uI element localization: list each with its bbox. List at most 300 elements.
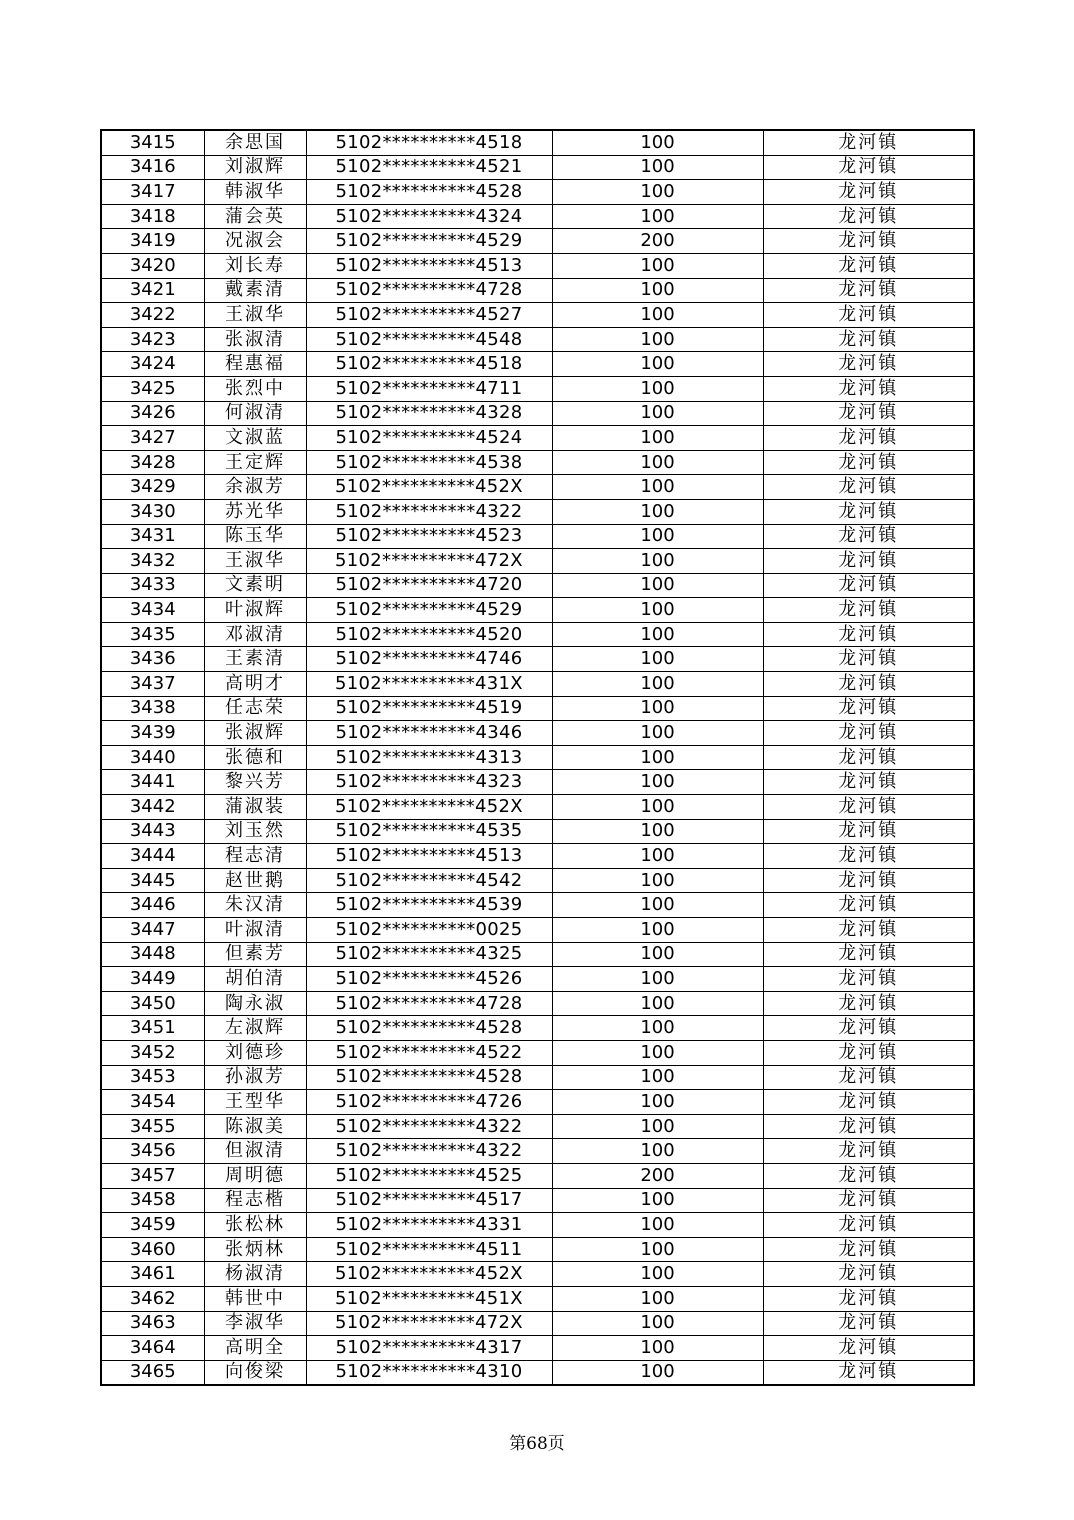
amount-cell: 100 [552,1016,763,1041]
name-cell: 程惠福 [204,352,306,377]
town-cell: 龙河镇 [763,721,974,746]
table-row [101,352,974,377]
town-cell: 龙河镇 [763,745,974,770]
row-number-cell: 3424 [101,352,204,377]
name-cell: 张淑辉 [204,721,306,746]
table-row [101,819,974,844]
row-number-cell: 3446 [101,893,204,918]
name-cell: 文淑蓝 [204,426,306,451]
table-row [101,844,974,869]
table-row [101,1065,974,1090]
id-number-cell: 5102**********4548 [306,327,552,352]
name-cell: 朱汉清 [204,893,306,918]
id-number-cell: 5102**********4539 [306,893,552,918]
town-cell: 龙河镇 [763,1114,974,1139]
amount-cell: 200 [552,1163,763,1188]
name-cell: 张烈中 [204,376,306,401]
row-number-cell: 3426 [101,401,204,426]
row-number-cell: 3417 [101,180,204,205]
amount-cell: 100 [552,893,763,918]
table-row [101,524,974,549]
amount-cell: 100 [552,1286,763,1311]
amount-cell: 100 [552,253,763,278]
row-number-cell: 3452 [101,1040,204,1065]
amount-cell: 100 [552,573,763,598]
id-number-cell: 5102**********4529 [306,229,552,254]
name-cell: 况淑会 [204,229,306,254]
name-cell: 蒲淑装 [204,795,306,820]
town-cell: 龙河镇 [763,450,974,475]
row-number-cell: 3433 [101,573,204,598]
amount-cell: 100 [552,770,763,795]
page-number: 第68页 [509,1434,565,1454]
amount-cell: 100 [552,524,763,549]
id-number-cell: 5102**********4511 [306,1237,552,1262]
name-cell: 余淑芳 [204,475,306,500]
name-cell: 程志清 [204,844,306,869]
id-number-cell: 5102**********4513 [306,844,552,869]
name-cell: 张炳林 [204,1237,306,1262]
name-cell: 但素芳 [204,942,306,967]
name-cell: 孙淑芳 [204,1065,306,1090]
town-cell: 龙河镇 [763,549,974,574]
amount-cell: 100 [552,1336,763,1361]
name-cell: 高明全 [204,1336,306,1361]
id-number-cell: 5102**********4535 [306,819,552,844]
town-cell: 龙河镇 [763,622,974,647]
town-cell: 龙河镇 [763,1262,974,1287]
table-row [101,893,974,918]
table-row [101,1237,974,1262]
id-number-cell: 5102**********4324 [306,204,552,229]
town-cell: 龙河镇 [763,229,974,254]
table-row [101,1163,974,1188]
name-cell: 王型华 [204,1090,306,1115]
id-number-cell: 5102**********4528 [306,180,552,205]
amount-cell: 100 [552,1188,763,1213]
town-cell: 龙河镇 [763,303,974,328]
row-number-cell: 3453 [101,1065,204,1090]
amount-cell: 100 [552,1311,763,1336]
id-number-cell: 5102**********4519 [306,696,552,721]
name-cell: 王淑华 [204,303,306,328]
row-number-cell: 3456 [101,1139,204,1164]
town-cell: 龙河镇 [763,401,974,426]
amount-cell: 100 [552,745,763,770]
amount-cell: 100 [552,1262,763,1287]
table-row [101,1040,974,1065]
name-cell: 王定辉 [204,450,306,475]
row-number-cell: 3434 [101,598,204,623]
town-cell: 龙河镇 [763,918,974,943]
name-cell: 韩淑华 [204,180,306,205]
town-cell: 龙河镇 [763,1360,974,1385]
id-number-cell: 5102**********4525 [306,1163,552,1188]
row-number-cell: 3445 [101,868,204,893]
row-number-cell: 3462 [101,1286,204,1311]
amount-cell: 100 [552,376,763,401]
town-cell: 龙河镇 [763,327,974,352]
name-cell: 高明才 [204,672,306,697]
town-cell: 龙河镇 [763,647,974,672]
town-cell: 龙河镇 [763,844,974,869]
town-cell: 龙河镇 [763,1213,974,1238]
id-number-cell: 5102**********4529 [306,598,552,623]
table-row [101,622,974,647]
id-number-cell: 5102**********472X [306,549,552,574]
table-row [101,647,974,672]
id-number-cell: 5102**********452X [306,795,552,820]
name-cell: 任志荣 [204,696,306,721]
name-cell: 赵世鹅 [204,868,306,893]
town-cell: 龙河镇 [763,204,974,229]
row-number-cell: 3441 [101,770,204,795]
town-cell: 龙河镇 [763,1040,974,1065]
amount-cell: 100 [552,598,763,623]
amount-cell: 100 [552,426,763,451]
id-number-cell: 5102**********431X [306,672,552,697]
row-number-cell: 3422 [101,303,204,328]
row-number-cell: 3439 [101,721,204,746]
row-number-cell: 3429 [101,475,204,500]
row-number-cell: 3415 [101,130,204,155]
id-number-cell: 5102**********4323 [306,770,552,795]
town-cell: 龙河镇 [763,253,974,278]
row-number-cell: 3454 [101,1090,204,1115]
row-number-cell: 3458 [101,1188,204,1213]
table-row [101,1090,974,1115]
name-cell: 余思国 [204,130,306,155]
amount-cell: 100 [552,622,763,647]
row-number-cell: 3428 [101,450,204,475]
id-number-cell: 5102**********4317 [306,1336,552,1361]
row-number-cell: 3461 [101,1262,204,1287]
id-number-cell: 5102**********4528 [306,1016,552,1041]
name-cell: 苏光华 [204,499,306,524]
amount-cell: 100 [552,795,763,820]
amount-cell: 100 [552,868,763,893]
row-number-cell: 3440 [101,745,204,770]
id-number-cell: 5102**********4518 [306,130,552,155]
amount-cell: 100 [552,696,763,721]
id-number-cell: 5102**********4322 [306,1139,552,1164]
name-cell: 但淑清 [204,1139,306,1164]
table-row [101,598,974,623]
amount-cell: 100 [552,278,763,303]
table-row [101,573,974,598]
amount-cell: 100 [552,1237,763,1262]
town-cell: 龙河镇 [763,868,974,893]
row-number-cell: 3425 [101,376,204,401]
row-number-cell: 3431 [101,524,204,549]
id-number-cell: 5102**********4328 [306,401,552,426]
row-number-cell: 3465 [101,1360,204,1385]
name-cell: 叶淑清 [204,918,306,943]
row-number-cell: 3447 [101,918,204,943]
town-cell: 龙河镇 [763,1311,974,1336]
amount-cell: 100 [552,130,763,155]
amount-cell: 100 [552,1114,763,1139]
town-cell: 龙河镇 [763,180,974,205]
amount-cell: 100 [552,1139,763,1164]
name-cell: 李淑华 [204,1311,306,1336]
amount-cell: 100 [552,303,763,328]
row-number-cell: 3432 [101,549,204,574]
table-row [101,401,974,426]
town-cell: 龙河镇 [763,352,974,377]
amount-cell: 100 [552,180,763,205]
id-number-cell: 5102**********4325 [306,942,552,967]
name-cell: 文素明 [204,573,306,598]
table-row [101,1360,974,1385]
row-number-cell: 3418 [101,204,204,229]
id-number-cell: 5102**********4346 [306,721,552,746]
id-number-cell: 5102**********4322 [306,1114,552,1139]
amount-cell: 100 [552,204,763,229]
town-cell: 龙河镇 [763,893,974,918]
town-cell: 龙河镇 [763,1336,974,1361]
table-row [101,696,974,721]
town-cell: 龙河镇 [763,942,974,967]
table-row [101,1262,974,1287]
town-cell: 龙河镇 [763,672,974,697]
name-cell: 向俊梁 [204,1360,306,1385]
row-number-cell: 3427 [101,426,204,451]
table-row [101,942,974,967]
row-number-cell: 3421 [101,278,204,303]
amount-cell: 100 [552,721,763,746]
town-cell: 龙河镇 [763,1016,974,1041]
table-row [101,1213,974,1238]
id-number-cell: 5102**********4322 [306,499,552,524]
town-cell: 龙河镇 [763,278,974,303]
row-number-cell: 3455 [101,1114,204,1139]
table-row [101,1139,974,1164]
id-number-cell: 5102**********4517 [306,1188,552,1213]
town-cell: 龙河镇 [763,573,974,598]
amount-cell: 100 [552,1090,763,1115]
amount-cell: 100 [552,155,763,180]
row-number-cell: 3416 [101,155,204,180]
row-number-cell: 3436 [101,647,204,672]
name-cell: 张松林 [204,1213,306,1238]
id-number-cell: 5102**********4728 [306,278,552,303]
town-cell: 龙河镇 [763,598,974,623]
table-row [101,745,974,770]
row-number-cell: 3460 [101,1237,204,1262]
name-cell: 杨淑清 [204,1262,306,1287]
id-number-cell: 5102**********4528 [306,1065,552,1090]
roster-table-body [101,130,974,1385]
table-row [101,130,974,155]
id-number-cell: 5102**********4518 [306,352,552,377]
amount-cell: 100 [552,499,763,524]
table-row [101,253,974,278]
id-number-cell: 5102**********4521 [306,155,552,180]
town-cell: 龙河镇 [763,376,974,401]
town-cell: 龙河镇 [763,991,974,1016]
row-number-cell: 3463 [101,1311,204,1336]
table-row [101,868,974,893]
table-row [101,426,974,451]
table-row [101,450,974,475]
id-number-cell: 5102**********4513 [306,253,552,278]
name-cell: 刘玉然 [204,819,306,844]
table-row [101,672,974,697]
table-row [101,795,974,820]
table-row [101,1286,974,1311]
id-number-cell: 5102**********4720 [306,573,552,598]
name-cell: 刘德珍 [204,1040,306,1065]
name-cell: 胡伯清 [204,967,306,992]
town-cell: 龙河镇 [763,1065,974,1090]
id-number-cell: 5102**********4527 [306,303,552,328]
id-number-cell: 5102**********452X [306,1262,552,1287]
amount-cell: 100 [552,1065,763,1090]
id-number-cell: 5102**********4524 [306,426,552,451]
roster-table [100,129,975,1386]
table-row [101,499,974,524]
id-number-cell: 5102**********4726 [306,1090,552,1115]
amount-cell: 100 [552,918,763,943]
name-cell: 刘长寿 [204,253,306,278]
id-number-cell: 5102**********4522 [306,1040,552,1065]
table-row [101,770,974,795]
table-row [101,721,974,746]
id-number-cell: 5102**********4542 [306,868,552,893]
table-row [101,229,974,254]
town-cell: 龙河镇 [763,155,974,180]
town-cell: 龙河镇 [763,426,974,451]
town-cell: 龙河镇 [763,1090,974,1115]
table-row [101,1016,974,1041]
amount-cell: 100 [552,942,763,967]
name-cell: 周明德 [204,1163,306,1188]
town-cell: 龙河镇 [763,475,974,500]
town-cell: 龙河镇 [763,819,974,844]
id-number-cell: 5102**********451X [306,1286,552,1311]
amount-cell: 100 [552,327,763,352]
name-cell: 邓淑清 [204,622,306,647]
town-cell: 龙河镇 [763,1188,974,1213]
table-row [101,180,974,205]
id-number-cell: 5102**********452X [306,475,552,500]
amount-cell: 100 [552,352,763,377]
amount-cell: 100 [552,401,763,426]
amount-cell: 100 [552,450,763,475]
name-cell: 蒲会英 [204,204,306,229]
amount-cell: 100 [552,844,763,869]
table-row [101,303,974,328]
id-number-cell: 5102**********0025 [306,918,552,943]
amount-cell: 100 [552,1360,763,1385]
town-cell: 龙河镇 [763,1139,974,1164]
row-number-cell: 3443 [101,819,204,844]
amount-cell: 200 [552,229,763,254]
id-number-cell: 5102**********4310 [306,1360,552,1385]
town-cell: 龙河镇 [763,524,974,549]
id-number-cell: 5102**********4746 [306,647,552,672]
row-number-cell: 3442 [101,795,204,820]
name-cell: 何淑清 [204,401,306,426]
table-row [101,1114,974,1139]
name-cell: 张淑清 [204,327,306,352]
name-cell: 戴素清 [204,278,306,303]
town-cell: 龙河镇 [763,499,974,524]
town-cell: 龙河镇 [763,696,974,721]
id-number-cell: 5102**********4331 [306,1213,552,1238]
row-number-cell: 3444 [101,844,204,869]
row-number-cell: 3451 [101,1016,204,1041]
amount-cell: 100 [552,1213,763,1238]
table-row [101,1336,974,1361]
town-cell: 龙河镇 [763,1163,974,1188]
amount-cell: 100 [552,991,763,1016]
name-cell: 王素清 [204,647,306,672]
name-cell: 叶淑辉 [204,598,306,623]
row-number-cell: 3448 [101,942,204,967]
table-row [101,204,974,229]
amount-cell: 100 [552,647,763,672]
id-number-cell: 5102**********4523 [306,524,552,549]
amount-cell: 100 [552,967,763,992]
row-number-cell: 3449 [101,967,204,992]
id-number-cell: 5102**********4711 [306,376,552,401]
id-number-cell: 5102**********472X [306,1311,552,1336]
row-number-cell: 3437 [101,672,204,697]
row-number-cell: 3423 [101,327,204,352]
table-row [101,967,974,992]
town-cell: 龙河镇 [763,967,974,992]
table-row [101,475,974,500]
name-cell: 左淑辉 [204,1016,306,1041]
row-number-cell: 3419 [101,229,204,254]
name-cell: 陈玉华 [204,524,306,549]
town-cell: 龙河镇 [763,130,974,155]
id-number-cell: 5102**********4526 [306,967,552,992]
table-row [101,1188,974,1213]
amount-cell: 100 [552,1040,763,1065]
table-row [101,155,974,180]
id-number-cell: 5102**********4538 [306,450,552,475]
row-number-cell: 3430 [101,499,204,524]
table-row [101,549,974,574]
row-number-cell: 3464 [101,1336,204,1361]
name-cell: 王淑华 [204,549,306,574]
name-cell: 黎兴芳 [204,770,306,795]
row-number-cell: 3438 [101,696,204,721]
row-number-cell: 3420 [101,253,204,278]
name-cell: 张德和 [204,745,306,770]
town-cell: 龙河镇 [763,1237,974,1262]
table-row [101,918,974,943]
town-cell: 龙河镇 [763,1286,974,1311]
table-row [101,1311,974,1336]
name-cell: 陶永淑 [204,991,306,1016]
table-row [101,327,974,352]
name-cell: 韩世中 [204,1286,306,1311]
name-cell: 程志楷 [204,1188,306,1213]
table-row [101,376,974,401]
name-cell: 刘淑辉 [204,155,306,180]
row-number-cell: 3450 [101,991,204,1016]
town-cell: 龙河镇 [763,795,974,820]
id-number-cell: 5102**********4728 [306,991,552,1016]
row-number-cell: 3457 [101,1163,204,1188]
town-cell: 龙河镇 [763,770,974,795]
amount-cell: 100 [552,672,763,697]
id-number-cell: 5102**********4520 [306,622,552,647]
